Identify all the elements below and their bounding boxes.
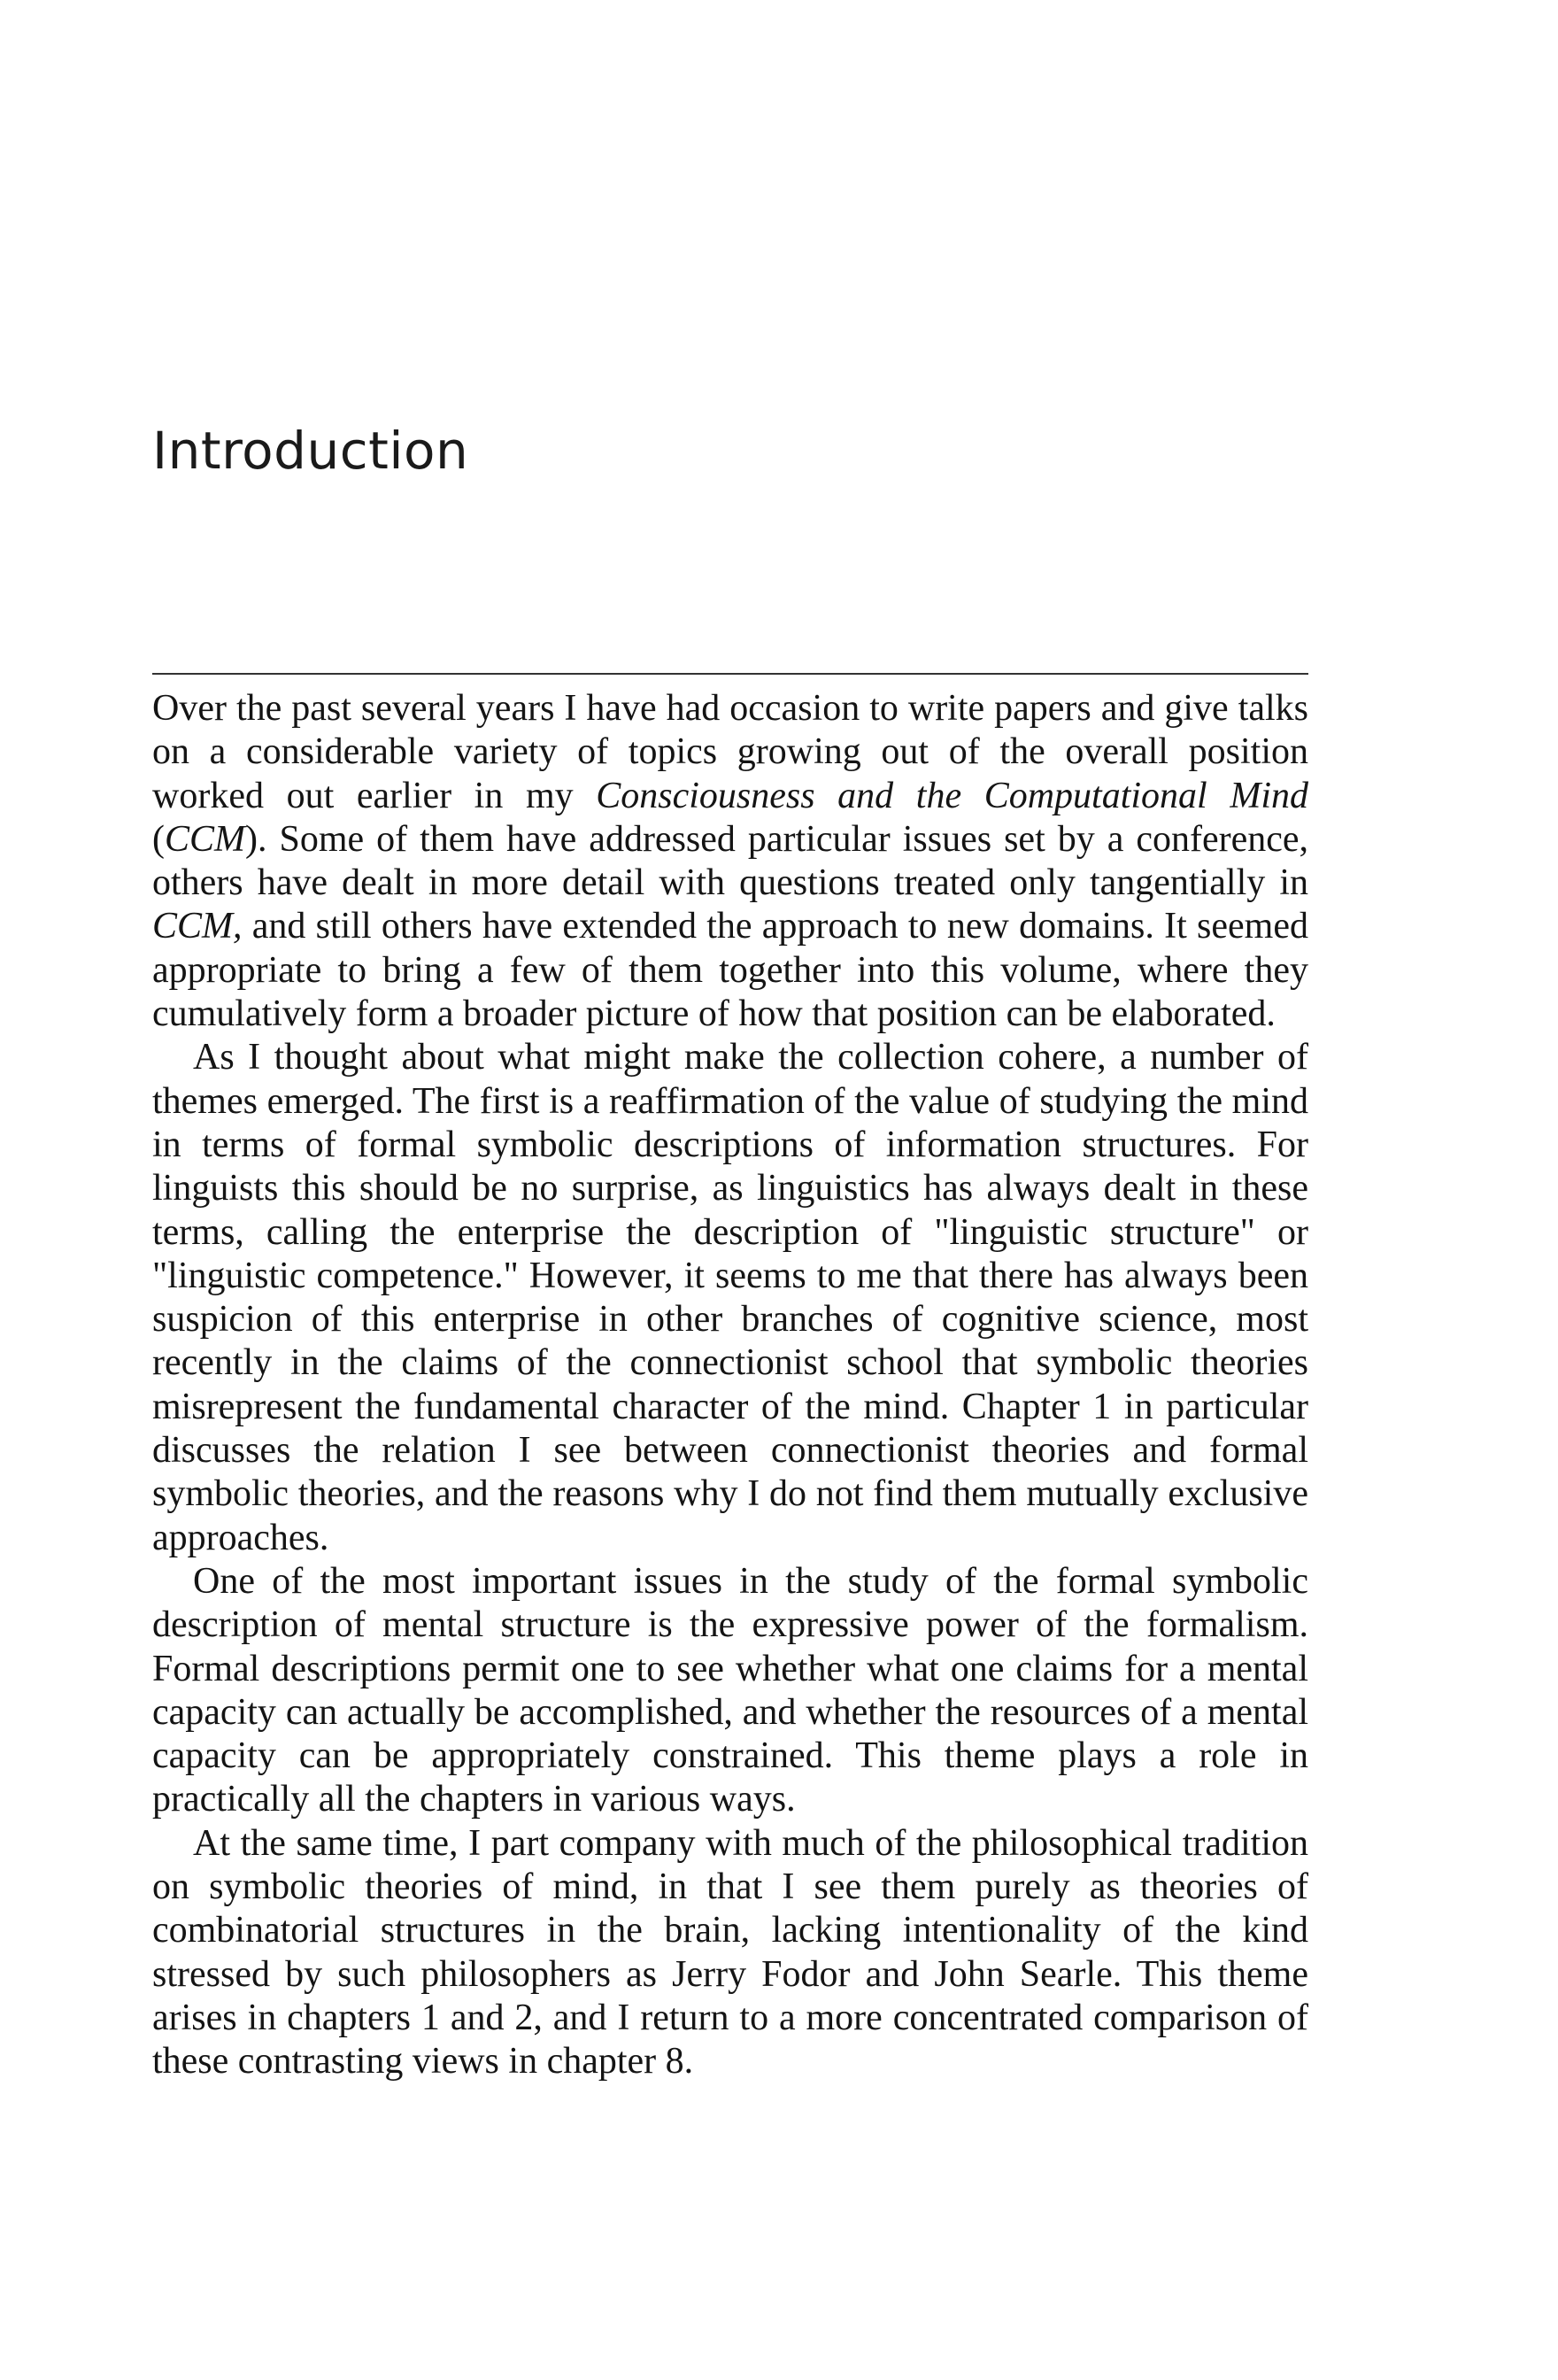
title-divider-rule <box>152 673 1308 675</box>
paragraph-1-text-c: ). Some of them have addressed particular issues set by a conference, others have dealt in more detail with questions treated only tangentially in <box>152 818 1308 904</box>
paragraph-1-text-a: Over the past several years I have had occasion to write papers and give talks on a considerable variety of topics growing out of the overall position worked out earlier in my <box>152 688 1308 816</box>
paragraph-1-text-b: ( <box>152 818 165 860</box>
book-title-italic: Consciousness and the Computational Mind <box>596 775 1308 816</box>
paragraph-1-text-d: and still others have extended the approach to new domains. It seemed appropriate to bring a few of them together into this volume, where they cumulatively form a broader picture of how that position can be elaborated. <box>152 906 1308 1035</box>
paragraph-3: One of the most important issues in the study of the formal symbolic description of mental structure is the expressive power of the formalism. Formal descriptions permit one to see whether what one claims for a mental capacity can actually be accomplished, and whether the resources of a mental capacity can be appropriately constrained. This theme plays a role in practically all the chapters in various ways. <box>152 1560 1308 1820</box>
ccm-reference-italic: CCM, <box>152 906 243 947</box>
paragraph-1 <box>152 687 1308 1036</box>
chapter-title: Introduction <box>152 421 469 481</box>
ccm-abbreviation-italic: CCM <box>165 818 246 860</box>
paragraph-4: At the same time, I part company with much of the philosophical tradition on symbolic theories of mind, in that I see them purely as theories of combinatorial structures in the brain, lacking intentionality of the kind stressed by such philosophers as Jerry Fodor and John Searle. This theme arises in chapters 1 and 2, and I return to a more concentrated comparison of these contrasting views in chapter 8. <box>152 1822 1308 2082</box>
body-text <box>152 687 1308 2084</box>
paragraph-2: As I thought about what might make the collection cohere, a number of themes emerged. The first is a reaffirmation of the value of studying the mind in terms of formal symbolic descriptions of information structures. For linguists this should be no surprise, as linguistics has always dealt in these terms, calling the enterprise the description of "linguistic structure" or "linguistic competence." However, it seems to me that there has always been suspicion of this enterprise in other branches of cognitive science, most recently in the claims of the connectionist school that symbolic theories misrepresent the fundamental character of the mind. Chapter 1 in particular discusses the relation I see between connectionist theories and formal symbolic theories, and the reasons why I do not find them mutually exclusive approaches. <box>152 1037 1308 1558</box>
